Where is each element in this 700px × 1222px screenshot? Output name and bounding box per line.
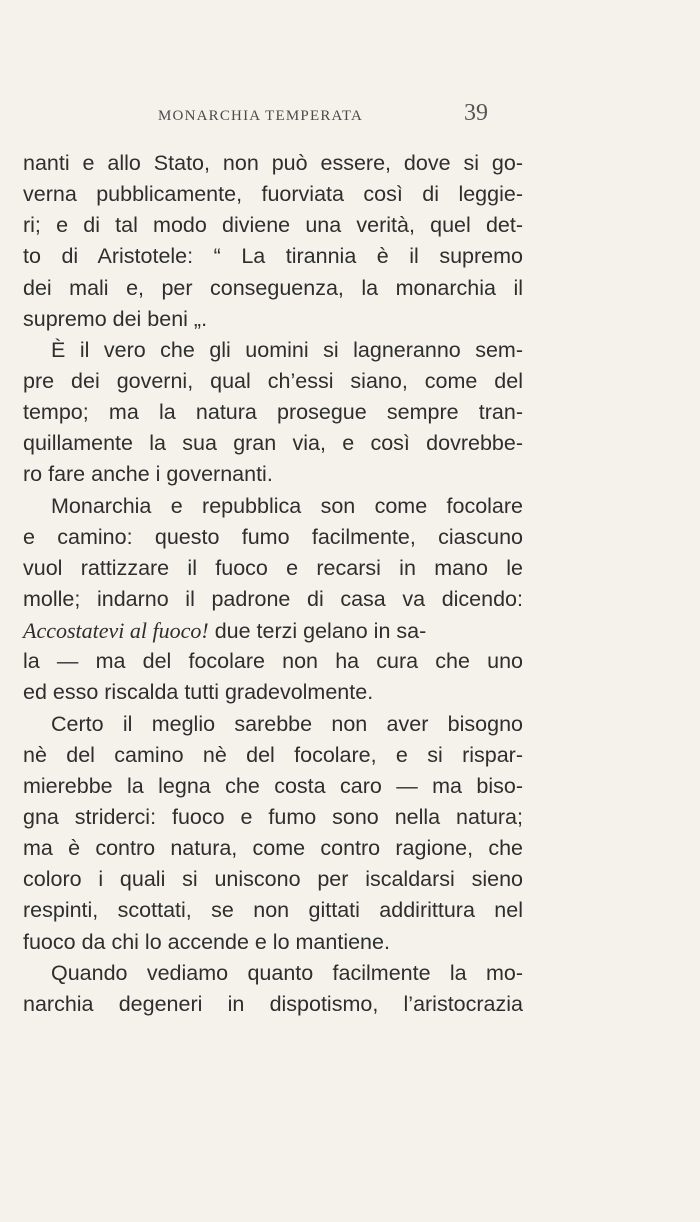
text-line: vuol rattizzare il fuoco e recarsi in mano le [23,555,523,580]
running-title: MONARCHIA TEMPERATA [158,108,364,124]
page-number: 39 [464,100,488,126]
text-line: nè del camino nè del focolare, e si rispar- [23,742,523,767]
text-line: dei mali e, per conseguenza, la monarchia il [23,275,523,300]
page-header [0,100,700,136]
text-line: È il vero che gli uomini si lagneranno sem- [51,337,523,362]
text-line: Monarchia e repubblica son come focolare [51,493,523,518]
text-line: molle; indarno il padrone di casa va dicendo: [23,586,523,611]
text-line: pre dei governi, qual ch’essi siano, come del [23,368,523,393]
text-line: supremo dei beni „. [23,306,208,331]
text-line: nanti e allo Stato, non può essere, dove si go- [23,151,523,175]
text-line: ro fare anche i governanti. [23,462,273,487]
text-line: fuoco da chi lo accende e lo mantiene. [23,929,390,954]
text-line: la — ma del focolare non ha cura che uno [23,649,523,674]
text-line: mierebbe la legna che costa caro — ma biso- [23,773,523,798]
text-line: ma è contro natura, come contro ragione, che [23,836,523,861]
text-line: gna striderci: fuoco e fumo sono nella natura; [23,804,523,829]
text-line: to di Aristotele: “ La tirannia è il supremo [23,244,523,269]
text-line: narchia degeneri in dispotismo, l’aristocrazia [23,991,523,1016]
text-line: ri; e di tal modo diviene una verità, quel det- [23,213,523,238]
italic-quote: Accostatevi al fuoco! [23,618,209,644]
text-line: e camino: questo fumo facilmente, ciascuno [23,524,523,549]
text-line: Quando vediamo quanto facilmente la mo- [51,960,523,985]
text-line: verna pubblicamente, fuorviata così di leggie- [23,182,523,207]
text-line-rest: due terzi gelano in sa- [208,619,427,644]
text-line: ed esso riscalda tutti gradevolmente. [23,680,374,705]
text-line: tempo; ma la natura prosegue sempre tran- [23,400,523,425]
text-line-mixed [23,615,523,646]
text-line: quillamente la sua gran via, e così dovrebbe- [23,431,523,456]
text-line: coloro i quali si uniscono per iscaldarsi sieno [23,867,523,892]
text-line: respinti, scottati, se non gittati addirittura nel [23,898,523,923]
body-text [23,148,523,1020]
text-line: Certo il meglio sarebbe non aver bisogno [51,711,523,736]
